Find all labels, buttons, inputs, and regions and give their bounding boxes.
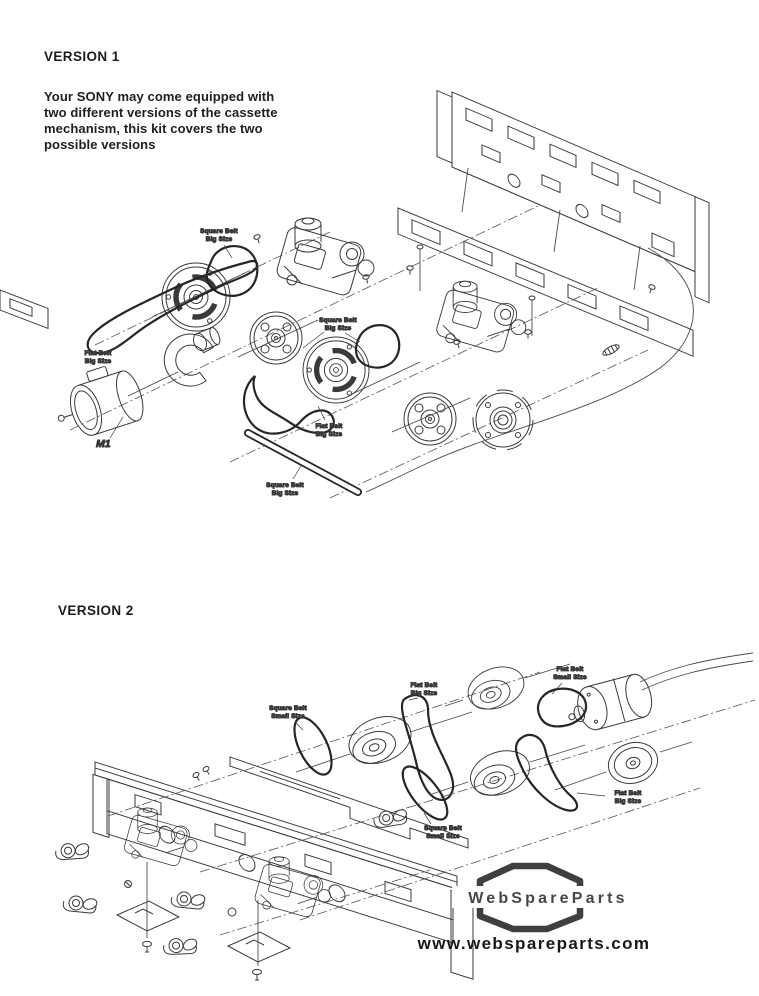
intro-line: mechanism, this kit covers the two <box>44 121 263 136</box>
svg-text:Small Size: Small Size <box>426 833 460 840</box>
reel-mechanism-block <box>435 281 526 353</box>
motor-wires <box>642 661 753 690</box>
four-hole-pulley <box>404 393 456 445</box>
pinch-roller <box>171 892 206 909</box>
belt-label <box>84 350 112 365</box>
spring <box>601 343 620 358</box>
svg-text:Flat Belt: Flat Belt <box>556 666 584 673</box>
svg-text:Big Size: Big Size <box>410 690 438 697</box>
pinch-roller <box>162 936 199 958</box>
svg-text:Flat Belt: Flat Belt <box>410 682 438 689</box>
drum-flywheel <box>342 708 417 771</box>
belt-label <box>424 813 463 840</box>
belt-label <box>200 228 238 258</box>
flat-belt-big-top <box>402 695 453 800</box>
belt-label <box>577 790 642 805</box>
pinch-roller <box>372 806 410 831</box>
svg-text:Square Belt: Square Belt <box>269 705 307 712</box>
svg-text:Flat Belt: Flat Belt <box>84 350 112 357</box>
shelf-plate-v2 <box>230 757 468 859</box>
axis-lines-v2 <box>108 672 755 935</box>
website-url: www.webspareparts.com <box>417 934 651 953</box>
motor-wires <box>640 653 753 682</box>
bracket-left-v1 <box>0 290 48 328</box>
disc-pulley <box>603 736 663 789</box>
square-belt-small-bottom <box>395 760 455 826</box>
mounting-plates <box>117 765 290 980</box>
square-belt-big-mid <box>356 325 399 367</box>
svg-text:Big Size: Big Size <box>324 325 352 332</box>
motor-label <box>96 417 123 450</box>
svg-text:Flat Belt: Flat Belt <box>315 423 343 430</box>
logo-text: WebSpareParts <box>468 890 628 907</box>
svg-text:Small Size: Small Size <box>553 674 587 681</box>
version1-heading: VERSION 1 <box>44 49 120 64</box>
gear-plate <box>473 390 533 450</box>
svg-text:Big Size: Big Size <box>271 490 299 497</box>
svg-text:Square Belt: Square Belt <box>200 228 238 235</box>
chassis-rail-v1 <box>398 208 693 356</box>
motor-m1 <box>47 358 148 444</box>
pinch-roller <box>54 840 91 863</box>
flat-belt-big-right <box>516 735 577 811</box>
svg-text:M1: M1 <box>96 438 111 450</box>
intro-line: possible versions <box>44 137 156 152</box>
svg-text:Square Belt: Square Belt <box>266 482 304 489</box>
svg-text:Square Belt: Square Belt <box>319 317 357 324</box>
clamp-piece <box>159 329 214 389</box>
svg-text:Flat Belt: Flat Belt <box>614 790 642 797</box>
svg-text:Square Belt: Square Belt <box>424 825 462 832</box>
chassis-plate-v1 <box>437 86 709 303</box>
drum-pulley <box>462 660 530 717</box>
svg-text:Big Size: Big Size <box>315 431 343 438</box>
footer-logo <box>417 866 651 953</box>
svg-text:Big Size: Big Size <box>205 236 233 243</box>
belt-label <box>303 317 360 348</box>
belt-label <box>269 705 307 730</box>
svg-text:Big Size: Big Size <box>614 798 642 805</box>
belt-label <box>266 466 304 497</box>
version2-diagram <box>54 653 755 980</box>
cable-curve <box>366 248 693 492</box>
reel-mechanism-block <box>254 857 331 918</box>
four-hole-pulley <box>250 312 302 364</box>
svg-text:Small Size: Small Size <box>271 713 305 720</box>
intro-line: two different versions of the cassette <box>44 105 278 120</box>
square-belt-small <box>287 712 339 780</box>
flat-belt-small <box>538 689 586 727</box>
version2-heading: VERSION 2 <box>58 603 134 618</box>
version1-intro <box>44 49 278 152</box>
svg-text:Big Size: Big Size <box>84 358 112 365</box>
reel-mechanism-block <box>275 218 374 297</box>
flywheel-pulley <box>303 337 369 403</box>
pinch-roller <box>63 896 98 913</box>
intro-line: Your SONY may come equipped with <box>44 89 275 104</box>
